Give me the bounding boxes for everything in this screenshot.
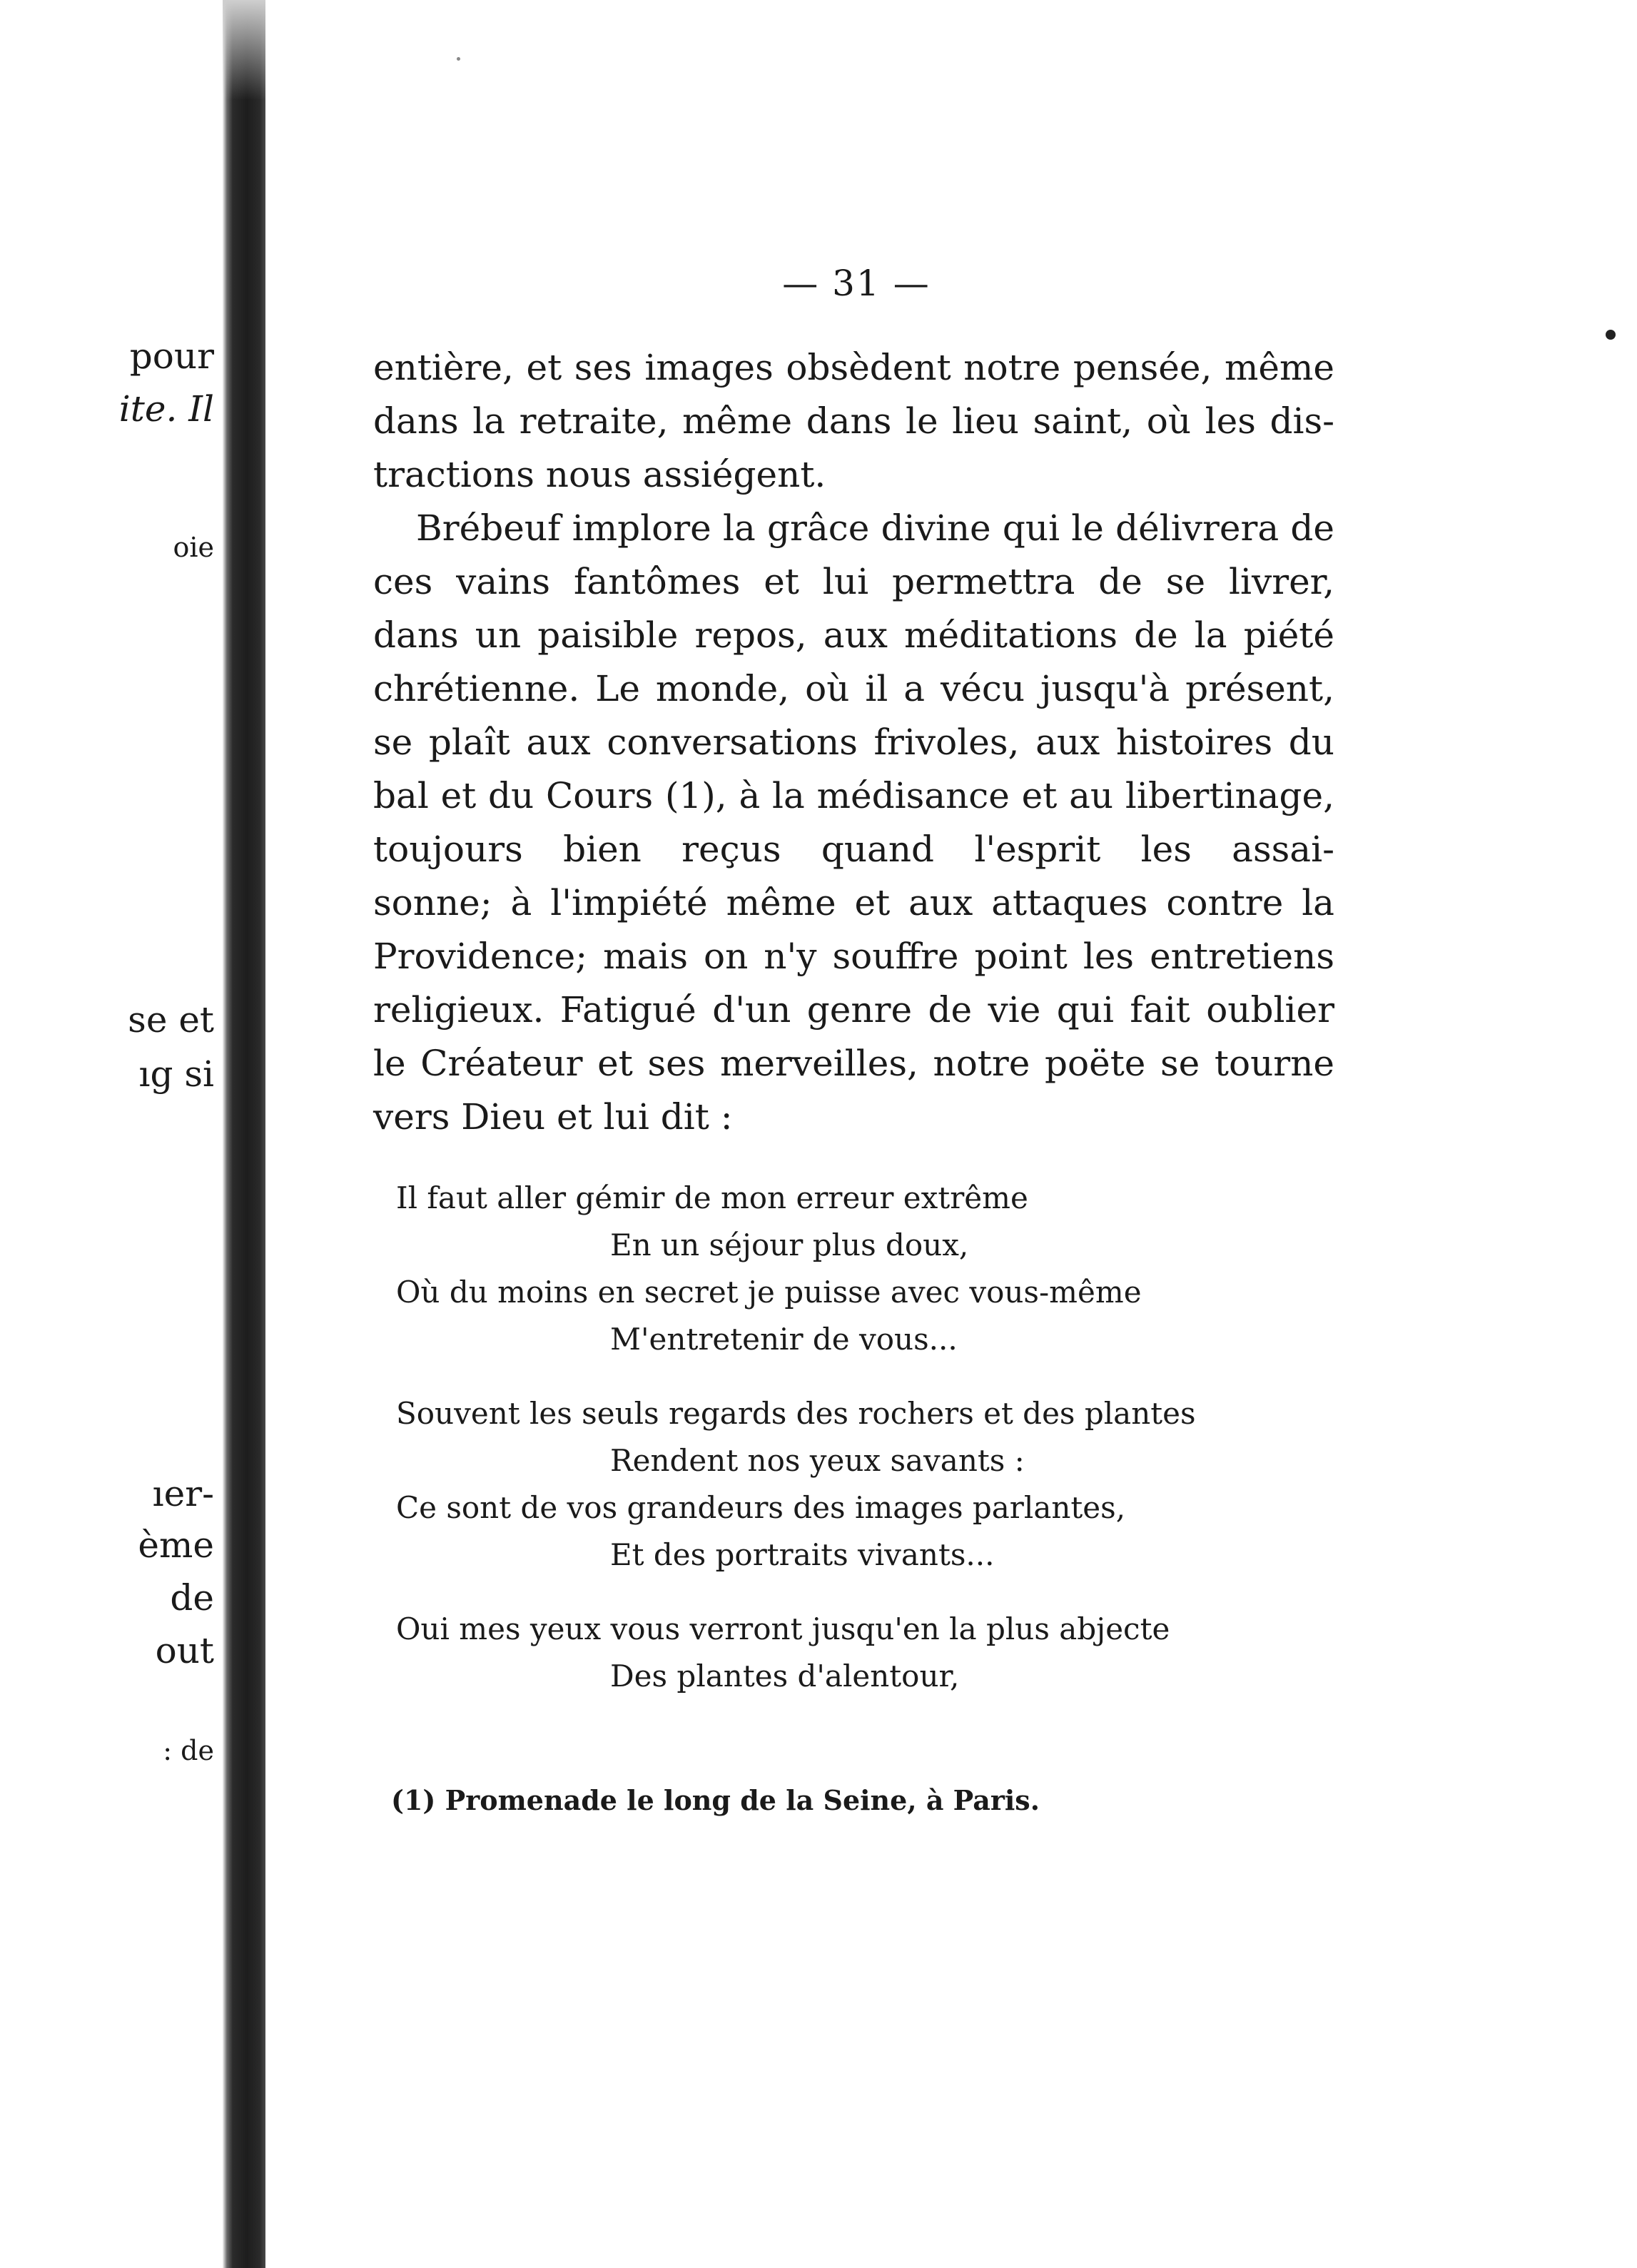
poem-stanza bbox=[396, 1390, 1324, 1579]
body-line: tractions nous assiégent. bbox=[373, 454, 826, 495]
body-line: le Créateur et ses merveilles, notre poëte se tourne bbox=[373, 1043, 1334, 1084]
poem-quotation bbox=[396, 1175, 1324, 1727]
body-line: entière, et ses images obsèdent notre pensée, même bbox=[373, 347, 1334, 388]
left-page-fragment: oie bbox=[173, 532, 214, 563]
page-number: — 31 — bbox=[782, 263, 931, 304]
poem-stanza bbox=[396, 1175, 1324, 1363]
body-line: dans la retraite, même dans le lieu saint, où les dis- bbox=[373, 400, 1334, 442]
body-line: Providence; mais on n'y souffre point les entretiens bbox=[373, 936, 1334, 977]
scan-speck bbox=[1606, 330, 1616, 340]
gutter-highlight bbox=[223, 0, 265, 100]
body-line: chrétienne. Le monde, où il a vécu jusqu'à présent, bbox=[373, 668, 1334, 709]
body-line: dans un paisible repos, aux méditations de la piété bbox=[373, 614, 1334, 656]
body-line: se plaît aux conversations frivoles, aux histoires du bbox=[373, 722, 1334, 763]
paragraph-start-line: Brébeuf implore la grâce divine qui le délivrera de bbox=[416, 507, 1334, 549]
body-line: toujours bien reçus quand l'esprit les assai- bbox=[373, 829, 1334, 870]
verse-line: Et des portraits vivants... bbox=[610, 1537, 995, 1572]
body-line: religieux. Fatigué d'un genre de vie qui fait oublier bbox=[373, 989, 1334, 1031]
left-page-fragment: de bbox=[170, 1577, 214, 1619]
body-text bbox=[373, 341, 1334, 1144]
left-page-fragment: out bbox=[155, 1630, 214, 1671]
verse-line: Souvent les seuls regards des rochers et des plantes bbox=[396, 1396, 1196, 1431]
left-page-fragment: se et bbox=[128, 999, 214, 1041]
body-line: bal et du Cours (1), à la médisance et au libertinage, bbox=[373, 775, 1334, 816]
body-line: vers Dieu et lui dit : bbox=[373, 1096, 733, 1138]
verse-line: Où du moins en secret je puisse avec vous-même bbox=[396, 1275, 1142, 1310]
verse-line: Rendent nos yeux savants : bbox=[610, 1443, 1025, 1478]
book-gutter-shadow bbox=[223, 0, 265, 2268]
verse-line: Il faut aller gémir de mon erreur extrême bbox=[396, 1180, 1028, 1215]
footnote: (1) Promenade le long de la Seine, à Paris. bbox=[391, 1784, 1040, 1816]
body-line: ces vains fantômes et lui permettra de se livrer, bbox=[373, 561, 1334, 602]
scan-speck bbox=[457, 57, 460, 61]
left-page-fragment: ıer- bbox=[152, 1473, 214, 1514]
left-page-fragment: ıg si bbox=[138, 1053, 214, 1095]
left-page-fragment: ème bbox=[138, 1524, 214, 1566]
verse-line: Des plantes d'alentour, bbox=[610, 1659, 960, 1694]
verse-line: En un séjour plus doux, bbox=[610, 1227, 969, 1262]
left-page-fragment: : de bbox=[163, 1735, 214, 1766]
verse-line: Oui mes yeux vous verront jusqu'en la plus abjecte bbox=[396, 1611, 1170, 1646]
body-line: sonne; à l'impiété même et aux attaques contre la bbox=[373, 882, 1334, 923]
poem-stanza bbox=[396, 1606, 1324, 1700]
left-page-fragment: pour bbox=[129, 335, 214, 377]
verse-line: M'entretenir de vous... bbox=[610, 1322, 958, 1357]
verse-line: Ce sont de vos grandeurs des images parlantes, bbox=[396, 1490, 1126, 1525]
left-page-fragment: ite. Il bbox=[118, 388, 214, 430]
